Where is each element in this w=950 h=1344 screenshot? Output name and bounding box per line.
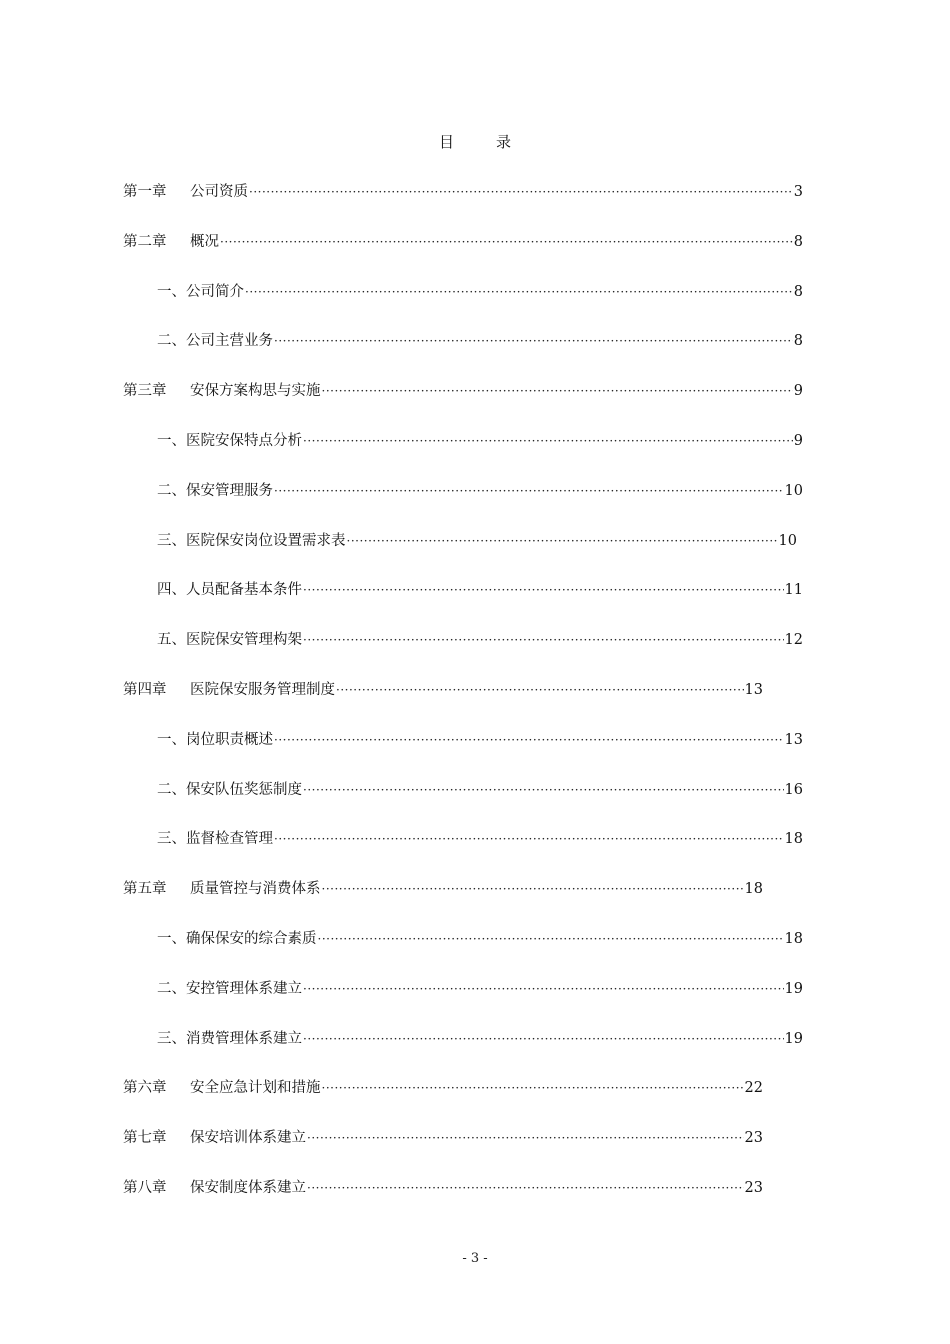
toc-entry-page: 10	[778, 532, 797, 549]
toc-entry-chapter-3[interactable]	[123, 379, 803, 429]
toc-entry-number: 三、	[157, 831, 186, 848]
toc-entry-section[interactable]	[123, 1027, 803, 1077]
dot-leader	[336, 678, 744, 702]
toc-entry-label: 保安培训体系建立	[190, 1130, 306, 1147]
toc-entry-chapter-4[interactable]	[123, 678, 763, 728]
toc-entry-label: 医院保安岗位设置需求表	[186, 532, 346, 549]
toc-entry-number: 第三章	[123, 383, 167, 400]
toc-entry-number: 五、	[157, 632, 186, 649]
toc-entry-chapter-5[interactable]	[123, 877, 763, 927]
toc-title-char-2: 录	[496, 133, 512, 151]
toc-entry-page: 8	[793, 283, 803, 300]
toc-entry-number: 第二章	[123, 233, 167, 250]
toc-entry-number: 第七章	[123, 1130, 167, 1147]
dot-leader	[307, 1126, 744, 1150]
toc-entry-number: 一、	[157, 930, 186, 947]
toc-entry-label: 保安队伍奖惩制度	[186, 781, 302, 798]
toc-entry-number: 第四章	[123, 681, 167, 698]
toc-entry-number: 二、	[157, 482, 186, 499]
toc-entry-section[interactable]	[123, 728, 803, 778]
toc-entry-label: 医院安保特点分析	[186, 432, 302, 449]
toc-list	[123, 180, 803, 1226]
dot-leader	[274, 728, 784, 752]
toc-entry-page: 13	[744, 681, 763, 698]
toc-entry-number: 三、	[157, 532, 186, 549]
toc-entry-label: 确保保安的综合素质	[186, 930, 317, 947]
toc-entry-page: 18	[744, 881, 763, 898]
toc-entry-chapter-8[interactable]	[123, 1176, 763, 1226]
toc-entry-page: 19	[784, 1030, 803, 1047]
toc-entry-label: 公司主营业务	[186, 333, 273, 350]
toc-entry-label: 岗位职责概述	[186, 731, 273, 748]
toc-entry-section[interactable]	[123, 778, 803, 828]
toc-entry-section[interactable]	[123, 329, 803, 379]
toc-entry-number: 二、	[157, 781, 186, 798]
toc-entry-chapter-1[interactable]	[123, 180, 803, 230]
toc-entry-label: 安保方案构思与实施	[190, 383, 321, 400]
toc-entry-number: 第八章	[123, 1179, 167, 1196]
toc-entry-label: 安控管理体系建立	[186, 980, 302, 997]
toc-entry-number: 一、	[157, 283, 186, 300]
toc-entry-label: 保安管理服务	[186, 482, 273, 499]
toc-entry-number: 四、	[157, 582, 186, 599]
dot-leader	[303, 778, 784, 802]
dot-leader	[303, 429, 793, 453]
toc-entry-number: 第一章	[123, 184, 167, 200]
toc-entry-section[interactable]	[123, 479, 803, 529]
dot-leader	[274, 827, 784, 851]
toc-title	[0, 131, 950, 152]
toc-entry-label: 概况	[190, 233, 219, 250]
dot-leader	[322, 1076, 744, 1100]
toc-entry-chapter-7[interactable]	[123, 1126, 763, 1176]
toc-entry-label: 安全应急计划和措施	[190, 1080, 321, 1097]
toc-entry-label: 人员配备基本条件	[186, 582, 302, 599]
toc-title-char-1: 目	[438, 133, 454, 151]
toc-entry-page: 13	[784, 731, 803, 748]
toc-entry-section[interactable]	[123, 529, 797, 579]
dot-leader	[303, 1027, 784, 1051]
toc-entry-page: 9	[793, 432, 803, 449]
toc-entry-page: 16	[784, 781, 803, 798]
toc-entry-page: 10	[784, 482, 803, 499]
toc-entry-number: 第六章	[123, 1080, 167, 1097]
toc-entry-page: 19	[784, 980, 803, 997]
dot-leader	[303, 578, 784, 602]
dot-leader	[245, 280, 793, 304]
toc-entry-page: 8	[793, 333, 803, 350]
toc-entry-label: 公司简介	[186, 283, 244, 300]
toc-entry-page: 12	[784, 632, 803, 649]
toc-entry-page: 8	[793, 233, 803, 250]
page-number-footer: - 3 -	[462, 1251, 488, 1266]
toc-entry-page: 18	[784, 930, 803, 947]
dot-leader	[303, 628, 784, 652]
toc-entry-page: 3	[793, 184, 803, 200]
toc-entry-page: 23	[744, 1179, 763, 1196]
toc-entry-label: 监督检查管理	[186, 831, 273, 848]
toc-entry-number: 二、	[157, 333, 186, 350]
dot-leader	[249, 180, 793, 204]
dot-leader	[318, 927, 784, 951]
dot-leader	[347, 529, 778, 553]
toc-entry-page: 9	[793, 383, 803, 400]
toc-entry-section[interactable]	[123, 977, 803, 1027]
toc-entry-chapter-6[interactable]	[123, 1076, 763, 1126]
toc-entry-label: 消费管理体系建立	[186, 1030, 302, 1047]
toc-entry-section[interactable]	[123, 429, 803, 479]
dot-leader	[307, 1176, 744, 1200]
toc-entry-section[interactable]	[123, 827, 803, 877]
toc-entry-page: 18	[784, 831, 803, 848]
toc-entry-label: 质量管控与消费体系	[190, 881, 321, 898]
dot-leader	[274, 479, 784, 503]
toc-entry-section[interactable]	[123, 927, 803, 977]
toc-entry-label: 医院保安管理构架	[186, 632, 302, 649]
toc-entry-section[interactable]	[123, 578, 803, 628]
toc-entry-number: 第五章	[123, 881, 167, 898]
dot-leader	[220, 230, 793, 254]
toc-entry-page: 23	[744, 1130, 763, 1147]
toc-entry-chapter-2[interactable]	[123, 230, 803, 280]
toc-entry-number: 三、	[157, 1030, 186, 1047]
toc-entry-number: 一、	[157, 432, 186, 449]
dot-leader	[274, 329, 793, 353]
dot-leader	[322, 379, 793, 403]
dot-leader	[303, 977, 784, 1001]
toc-entry-section[interactable]	[123, 628, 803, 678]
toc-entry-label: 公司资质	[190, 184, 248, 200]
toc-entry-label: 医院保安服务管理制度	[190, 681, 335, 698]
toc-entry-label: 保安制度体系建立	[190, 1179, 306, 1196]
toc-entry-number: 一、	[157, 731, 186, 748]
toc-entry-section[interactable]	[123, 280, 803, 330]
toc-entry-page: 22	[744, 1080, 763, 1097]
toc-entry-page: 11	[784, 582, 803, 599]
toc-entry-number: 二、	[157, 980, 186, 997]
dot-leader	[322, 877, 744, 901]
